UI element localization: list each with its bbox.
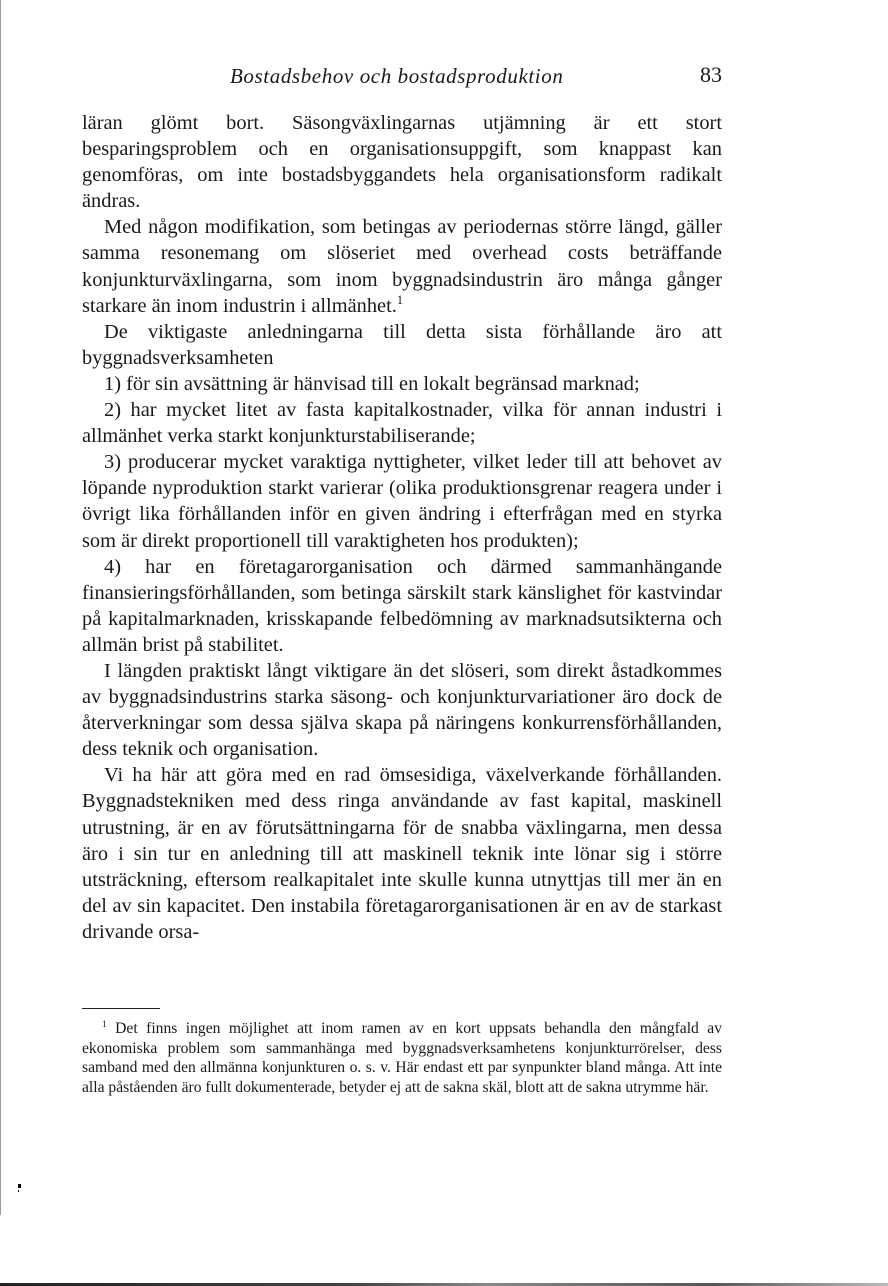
scan-speck <box>18 1190 19 1192</box>
paragraph-reasons-intro: De viktigaste anledningarna till detta sista förhållande äro att byggnadsverksamheten <box>82 320 722 369</box>
footnote-marker: 1 <box>102 1019 107 1030</box>
paragraph-interactions: Vi ha här att göra med en rad ömsesidiga, växelverkande förhållanden. Byggnadstekniken med dess ringa användande av fast kapital, maskinell utrustning, är en av förutsättningarna för de snabba växlingarna, men dessa äro i sin tur en anledning till att maskinell teknik inte lönar sig i större utsträckning, eftersom realkapitalet inte skulle kunna utnyttjas till mer än en del av sin kapacitet. Den instabila företagarorganisationen är en av de starkast drivande orsa- <box>82 764 722 943</box>
paragraph-repercussions: I längden praktiskt långt viktigare än det slöseri, som direkt åstadkommes av byggnadsindustrins starka säsong- och konjunkturvariationer äro dock de återverkningar som dessa själva skapa på näringens konkurrensförhållanden, dess teknik och organisation. <box>82 659 722 761</box>
page-number: 83 <box>700 62 722 87</box>
running-title: Bostadsbehov och bostadsproduktion <box>230 64 564 88</box>
footnotes <box>82 1019 722 1097</box>
page-edge-left <box>0 0 1 1215</box>
list-item-2: 2) har mycket litet av fasta kapitalkostnader, vilka för annan industri i allmänhet verka starkt konjunkturstabiliserande; <box>82 399 722 448</box>
footnote <box>82 1019 722 1097</box>
list-item-3: 3) producerar mycket varaktiga nyttigheter, vilket leder till att behovet av löpande nyproduktion starkt varierar (olika produktionsgrenar reagera under i övrigt lika förhållanden inför en given ändring i efterfrågan med en styrka som är direkt proportionell till varaktigheten hos produkten); <box>82 451 722 552</box>
paragraph-continuation: läran glömt bort. Säsongväxlingarnas utjämning är ett stort besparingsproblem och en organisationsuppgift, som knappast kan genomföras, om inte bostadsbyggandets hela organisationsform radikalt ändras. <box>82 112 722 213</box>
page-header <box>82 62 722 96</box>
paragraph-text: Med någon modifikation, som betingas av periodernas större längd, gäller samma resonemang om slöseriet med overhead costs beträffande konjunkturväxlingarna, som inom byggnadsindustrin äro många gånger starkare än inom industrin i allmänhet. <box>82 216 722 317</box>
paragraph-overhead-costs <box>82 214 722 318</box>
body-text <box>82 110 722 945</box>
footnote-reference: 1 <box>396 292 403 307</box>
list-item-1: 1) för sin avsättning är hänvisad till en lokalt begränsad marknad; <box>104 372 640 395</box>
footnote-divider <box>82 1008 160 1009</box>
list-item-4: 4) har en företagarorganisation och därmed sammanhängande finansieringsförhållanden, som betinga särskilt stark känslighet för kastvindar på kapitalmarknaden, krisskapande felbedömning av marknadsutsikterna och allmän brist på stabilitet. <box>82 555 722 656</box>
scan-speck <box>18 1184 21 1188</box>
footnote-text: Det finns ingen möjlighet att inom ramen av en kort uppsats behandla den mångfald av ekonomiska problem som sammanhänga med byggnadsverksamhetens konjunkturrörelser, dess samband med den allmänna konjunkturen o. s. v. Här endast ett par synpunkter bland många. Att inte alla påståenden äro fullt dokumenterade, betyder ej att de sakna skäl, blott att de sakna utrymme här. <box>82 1020 722 1096</box>
